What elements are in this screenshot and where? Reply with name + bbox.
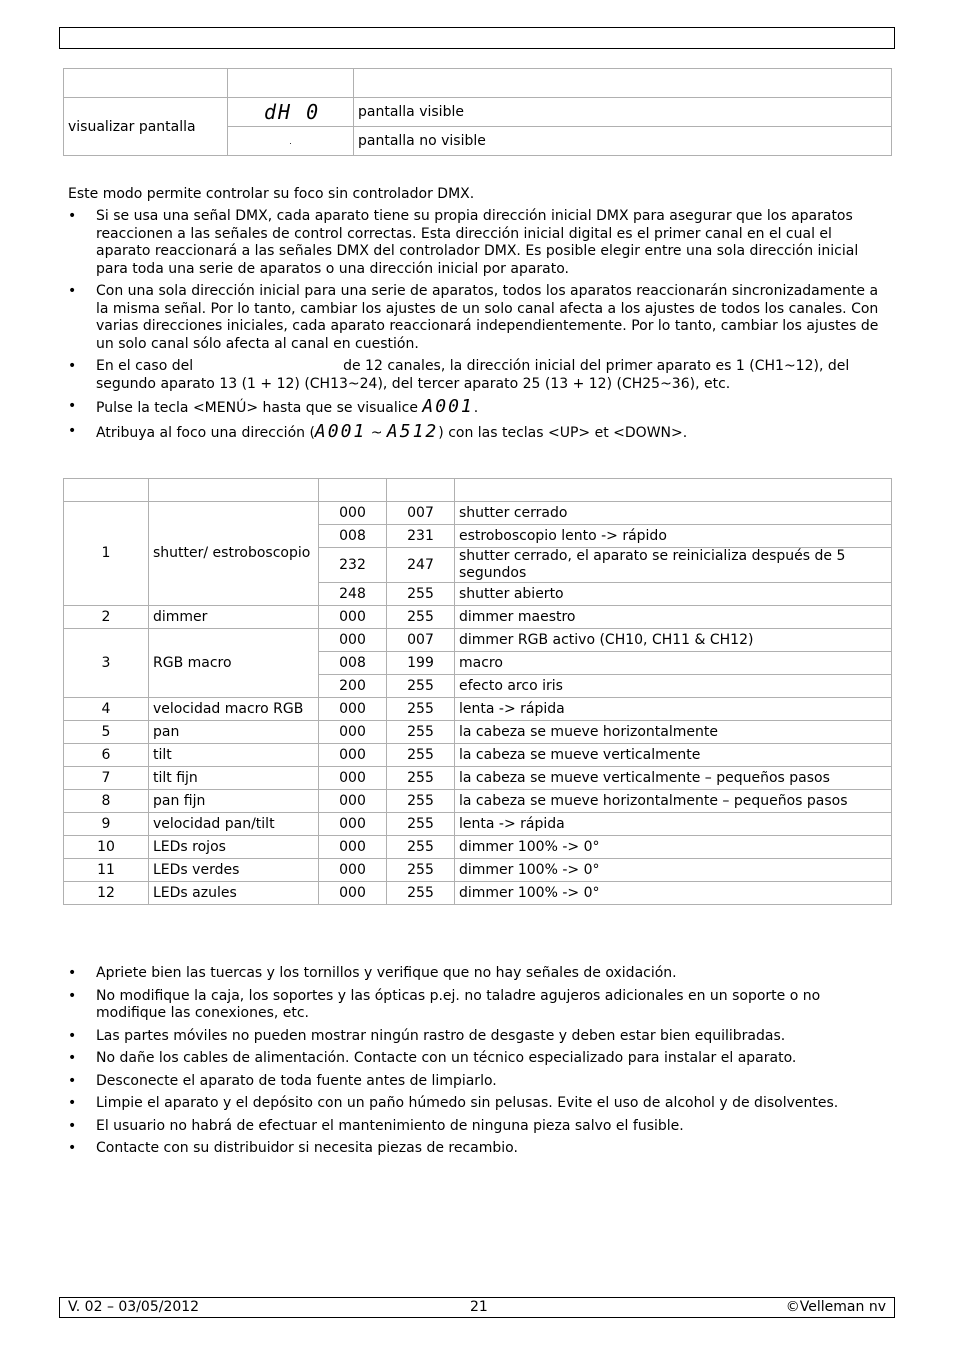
table-header-row [64, 69, 892, 98]
range-to: 255 [387, 813, 455, 836]
range-from: 008 [319, 652, 387, 675]
range-to: 247 [387, 548, 455, 583]
list-item: • Limpie el aparato y el depósito con un paño húmedo sin pelusas. Evite el uso de alcohol y de disolventes. [68, 1095, 890, 1113]
list-item: • Si se usa una señal DMX, cada aparato tiene su propia dirección inicial DMX para asegurar que los aparatos reaccionen a las señales de control correctas. Esta dirección inicial digital es el primer canal en el cual el aparato reaccionará a las señales DMX del controlador DMX. Es posible elegir entre una sola dirección inicial para toda una serie de aparatos o una dirección inicial por aparato. [68, 208, 890, 278]
range-from: 000 [319, 629, 387, 652]
table-row [64, 606, 892, 629]
channel-number: 2 [64, 606, 149, 629]
range-to: 255 [387, 859, 455, 882]
table-row [64, 502, 892, 525]
list-item [68, 420, 890, 443]
table-header-row [64, 479, 892, 502]
range-description: macro [455, 652, 892, 675]
channel-function: LEDs rojos [149, 836, 319, 859]
list-item: • Desconecte el aparato de toda fuente antes de limpiarlo. [68, 1073, 890, 1091]
dmx-bullet-list [68, 208, 890, 447]
table-row [64, 629, 892, 652]
channel-number: 5 [64, 721, 149, 744]
list-item: • Apriete bien las tuercas y los tornillos y verifique que no hay señales de oxidación. [68, 965, 890, 983]
channel-function: velocidad macro RGB [149, 698, 319, 721]
channel-function: RGB macro [149, 629, 319, 698]
range-from: 200 [319, 675, 387, 698]
range-from: 000 [319, 721, 387, 744]
channel-number: 3 [64, 629, 149, 698]
range-to: 255 [387, 698, 455, 721]
range-to: 255 [387, 675, 455, 698]
channel-number: 6 [64, 744, 149, 767]
menu-after: . [473, 400, 479, 416]
channel-number: 11 [64, 859, 149, 882]
channel-number: 1 [64, 502, 149, 606]
page-footer [59, 1297, 895, 1318]
table-row [64, 721, 892, 744]
addr-tilde: ~ [370, 424, 383, 441]
channel-function: tilt [149, 744, 319, 767]
range-to: 199 [387, 652, 455, 675]
addr-after: ) con las teclas <UP> et <DOWN>. [438, 424, 688, 441]
menu-text: Pulse la tecla <MENÚ> hasta que se visualice [96, 400, 418, 416]
table-row [64, 836, 892, 859]
range-description: dimmer 100% -> 0° [455, 859, 892, 882]
list-item: • Con una sola dirección inicial para una serie de aparatos, todos los aparatos reaccionarán sincronizadamente a la misma señal. Por lo tanto, cambiar los ajustes de un solo canal afecta a los ajustes de todos los canales. Con varias direcciones iniciales, cada aparato reaccionará independientemente. Por lo tanto, cambiar los ajustes de un solo canal sólo afecta al canal en cuestión. [68, 283, 890, 353]
display-settings-table [63, 68, 892, 156]
address-code: A001 [422, 396, 474, 417]
range-to: 255 [387, 882, 455, 905]
channel-function: LEDs azules [149, 882, 319, 905]
range-description: dimmer 100% -> 0° [455, 882, 892, 905]
range-to: 255 [387, 744, 455, 767]
list-item [68, 398, 890, 418]
range-description: la cabeza se mueve horizontalmente [455, 721, 892, 744]
addr-text: Atribuya al foco una dirección ( [96, 424, 315, 441]
channel-number: 12 [64, 882, 149, 905]
row-label: visualizar pantalla [64, 98, 228, 156]
range-to: 255 [387, 583, 455, 606]
table-row [64, 790, 892, 813]
range-description: la cabeza se mueve verticalmente – pequeños pasos [455, 767, 892, 790]
range-to: 231 [387, 525, 455, 548]
range-description: shutter cerrado [455, 502, 892, 525]
range-description: shutter abierto [455, 583, 892, 606]
range-description: dimmer maestro [455, 606, 892, 629]
range-from: 000 [319, 767, 387, 790]
range-description: dimmer 100% -> 0° [455, 836, 892, 859]
range-from: 000 [319, 698, 387, 721]
range-from: 000 [319, 744, 387, 767]
address-code-min: A001 [314, 420, 367, 442]
channel-function: shutter/ estroboscopio [149, 502, 319, 606]
range-from: 000 [319, 859, 387, 882]
range-from: 000 [319, 836, 387, 859]
channel-function: velocidad pan/tilt [149, 813, 319, 836]
maintenance-list [68, 965, 890, 1163]
page-number: 21 [470, 1299, 488, 1315]
range-to: 007 [387, 629, 455, 652]
range-description: la cabeza se mueve horizontalmente – pequeños pasos [455, 790, 892, 813]
address-code-max: A512 [386, 420, 439, 442]
channel-function: pan fijn [149, 790, 319, 813]
range-from: 008 [319, 525, 387, 548]
table-row [64, 98, 892, 127]
range-from: 232 [319, 548, 387, 583]
table-row [64, 698, 892, 721]
channel-number: 9 [64, 813, 149, 836]
range-from: 000 [319, 606, 387, 629]
list-item: • No dañe los cables de alimentación. Contacte con un técnico especializado para instalar el aparato. [68, 1050, 890, 1068]
channel-number: 7 [64, 767, 149, 790]
footer-version: V. 02 – 03/05/2012 [68, 1299, 200, 1315]
table-row [64, 813, 892, 836]
dmx-channel-table [63, 478, 892, 905]
option-not-visible: pantalla no visible [354, 127, 892, 156]
list-item: • Las partes móviles no pueden mostrar ningún rastro de desgaste y deben estar bien equilibradas. [68, 1028, 890, 1046]
range-from: 000 [319, 790, 387, 813]
display-code: dH 0 [264, 100, 321, 124]
option-visible: pantalla visible [354, 98, 892, 127]
range-to: 255 [387, 721, 455, 744]
range-description: dimmer RGB activo (CH10, CH11 & CH12) [455, 629, 892, 652]
range-from: 000 [319, 502, 387, 525]
table-row [64, 859, 892, 882]
range-description: la cabeza se mueve verticalmente [455, 744, 892, 767]
range-to: 255 [387, 836, 455, 859]
case-rest: de 12 canales, la dirección inicial del primer aparato es 1 (CH1~12), del segundo aparato 13 (1 + 12) (CH13~24), del tercer aparato 25 (13 + 12) (CH25~36), etc. [96, 358, 850, 392]
channel-function: dimmer [149, 606, 319, 629]
channel-function: LEDs verdes [149, 859, 319, 882]
list-item: • No modifique la caja, los soportes y las ópticas p.ej. no taladre agujeros adicionales en un soporte o no modifique las conexiones, etc. [68, 988, 890, 1023]
list-item: • Contacte con su distribuidor si necesita piezas de recambio. [68, 1140, 890, 1158]
footer-copyright: ©Velleman nv [785, 1299, 886, 1315]
table-row [64, 882, 892, 905]
range-from: 248 [319, 583, 387, 606]
channel-number: 8 [64, 790, 149, 813]
table-row [64, 767, 892, 790]
range-to: 255 [387, 606, 455, 629]
range-description: shutter cerrado, el aparato se reinicializa después de 5 segundos [455, 548, 892, 583]
channel-number: 4 [64, 698, 149, 721]
range-description: lenta -> rápida [455, 813, 892, 836]
display-mark: . [289, 136, 292, 146]
range-to: 007 [387, 502, 455, 525]
channel-number: 10 [64, 836, 149, 859]
range-description: estroboscopio lento -> rápido [455, 525, 892, 548]
channel-function: pan [149, 721, 319, 744]
intro-text: Este modo permite controlar su foco sin controlador DMX. [68, 186, 475, 202]
range-from: 000 [319, 882, 387, 905]
page-header-box [59, 27, 895, 49]
range-description: efecto arco iris [455, 675, 892, 698]
range-to: 255 [387, 790, 455, 813]
list-item [68, 358, 890, 393]
table-row [64, 744, 892, 767]
range-from: 000 [319, 813, 387, 836]
range-to: 255 [387, 767, 455, 790]
case-start: En el caso del [96, 358, 194, 374]
range-description: lenta -> rápida [455, 698, 892, 721]
channel-function: tilt fijn [149, 767, 319, 790]
list-item: • El usuario no habrá de efectuar el mantenimiento de ninguna pieza salvo el fusible. [68, 1118, 890, 1136]
